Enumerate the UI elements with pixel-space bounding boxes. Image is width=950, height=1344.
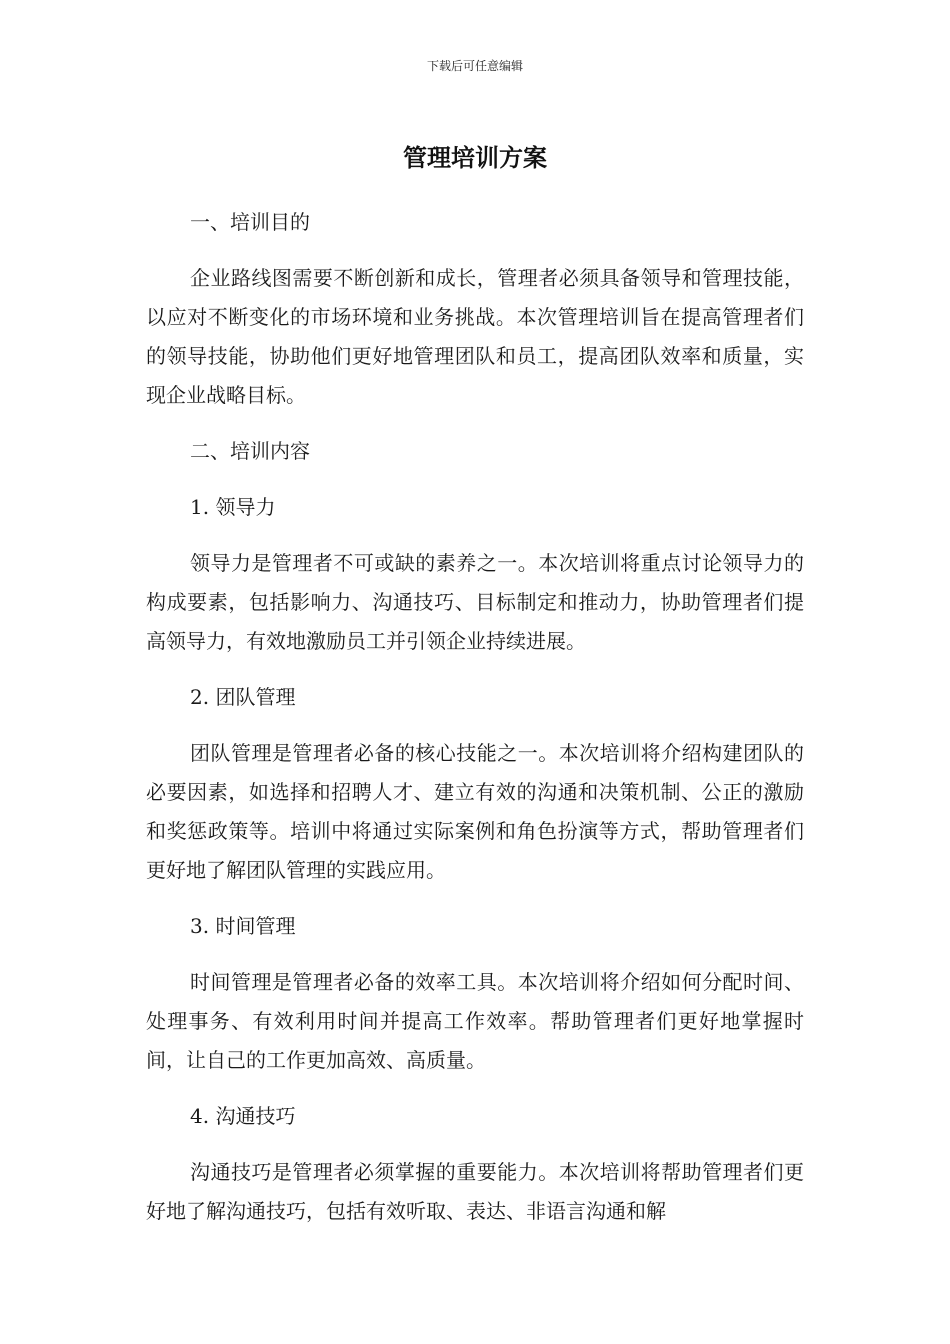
paragraph-purpose: 企业路线图需要不断创新和成长，管理者必须具备领导和管理技能，以应对不断变化的市场环境和业务挑战。本次管理培训旨在提高管理者们的领导技能，协助他们更好地管理团队和员工，提高团队效率和质量，实现企业战略目标。 [146, 266, 804, 407]
document-title: 管理培训方案 [403, 144, 547, 172]
section-heading-purpose: 一、培训目的 [190, 210, 310, 234]
subheading-communication: 4. 沟通技巧 [190, 1104, 296, 1128]
paragraph-leadership: 领导力是管理者不可或缺的素养之一。本次培训将重点讨论领导力的构成要素，包括影响力、沟通技巧、目标制定和推动力，协助管理者们提高领导力，有效地激励员工并引领企业持续进展。 [146, 551, 804, 653]
paragraph-communication: 沟通技巧是管理者必须掌握的重要能力。本次培训将帮助管理者们更好地了解沟通技巧，包括有效听取、表达、非语言沟通和解 [146, 1160, 804, 1223]
section-heading-content: 二、培训内容 [190, 439, 310, 463]
header-note: 下载后可任意编辑 [426, 59, 523, 73]
subheading-team-management: 2. 团队管理 [190, 685, 296, 709]
document-body [146, 203, 804, 1248]
subheading-time-management: 3. 时间管理 [190, 914, 296, 938]
paragraph-time-management: 时间管理是管理者必备的效率工具。本次培训将介绍如何分配时间、处理事务、有效利用时间并提高工作效率。帮助管理者们更好地掌握时间，让自己的工作更加高效、高质量。 [146, 970, 804, 1072]
subheading-leadership: 1. 领导力 [190, 495, 276, 519]
paragraph-team-management: 团队管理是管理者必备的核心技能之一。本次培训将介绍构建团队的必要因素，如选择和招聘人才、建立有效的沟通和决策机制、公正的激励和奖惩政策等。培训中将通过实际案例和角色扮演等方式，帮助管理者们更好地了解团队管理的实践应用。 [146, 741, 804, 882]
